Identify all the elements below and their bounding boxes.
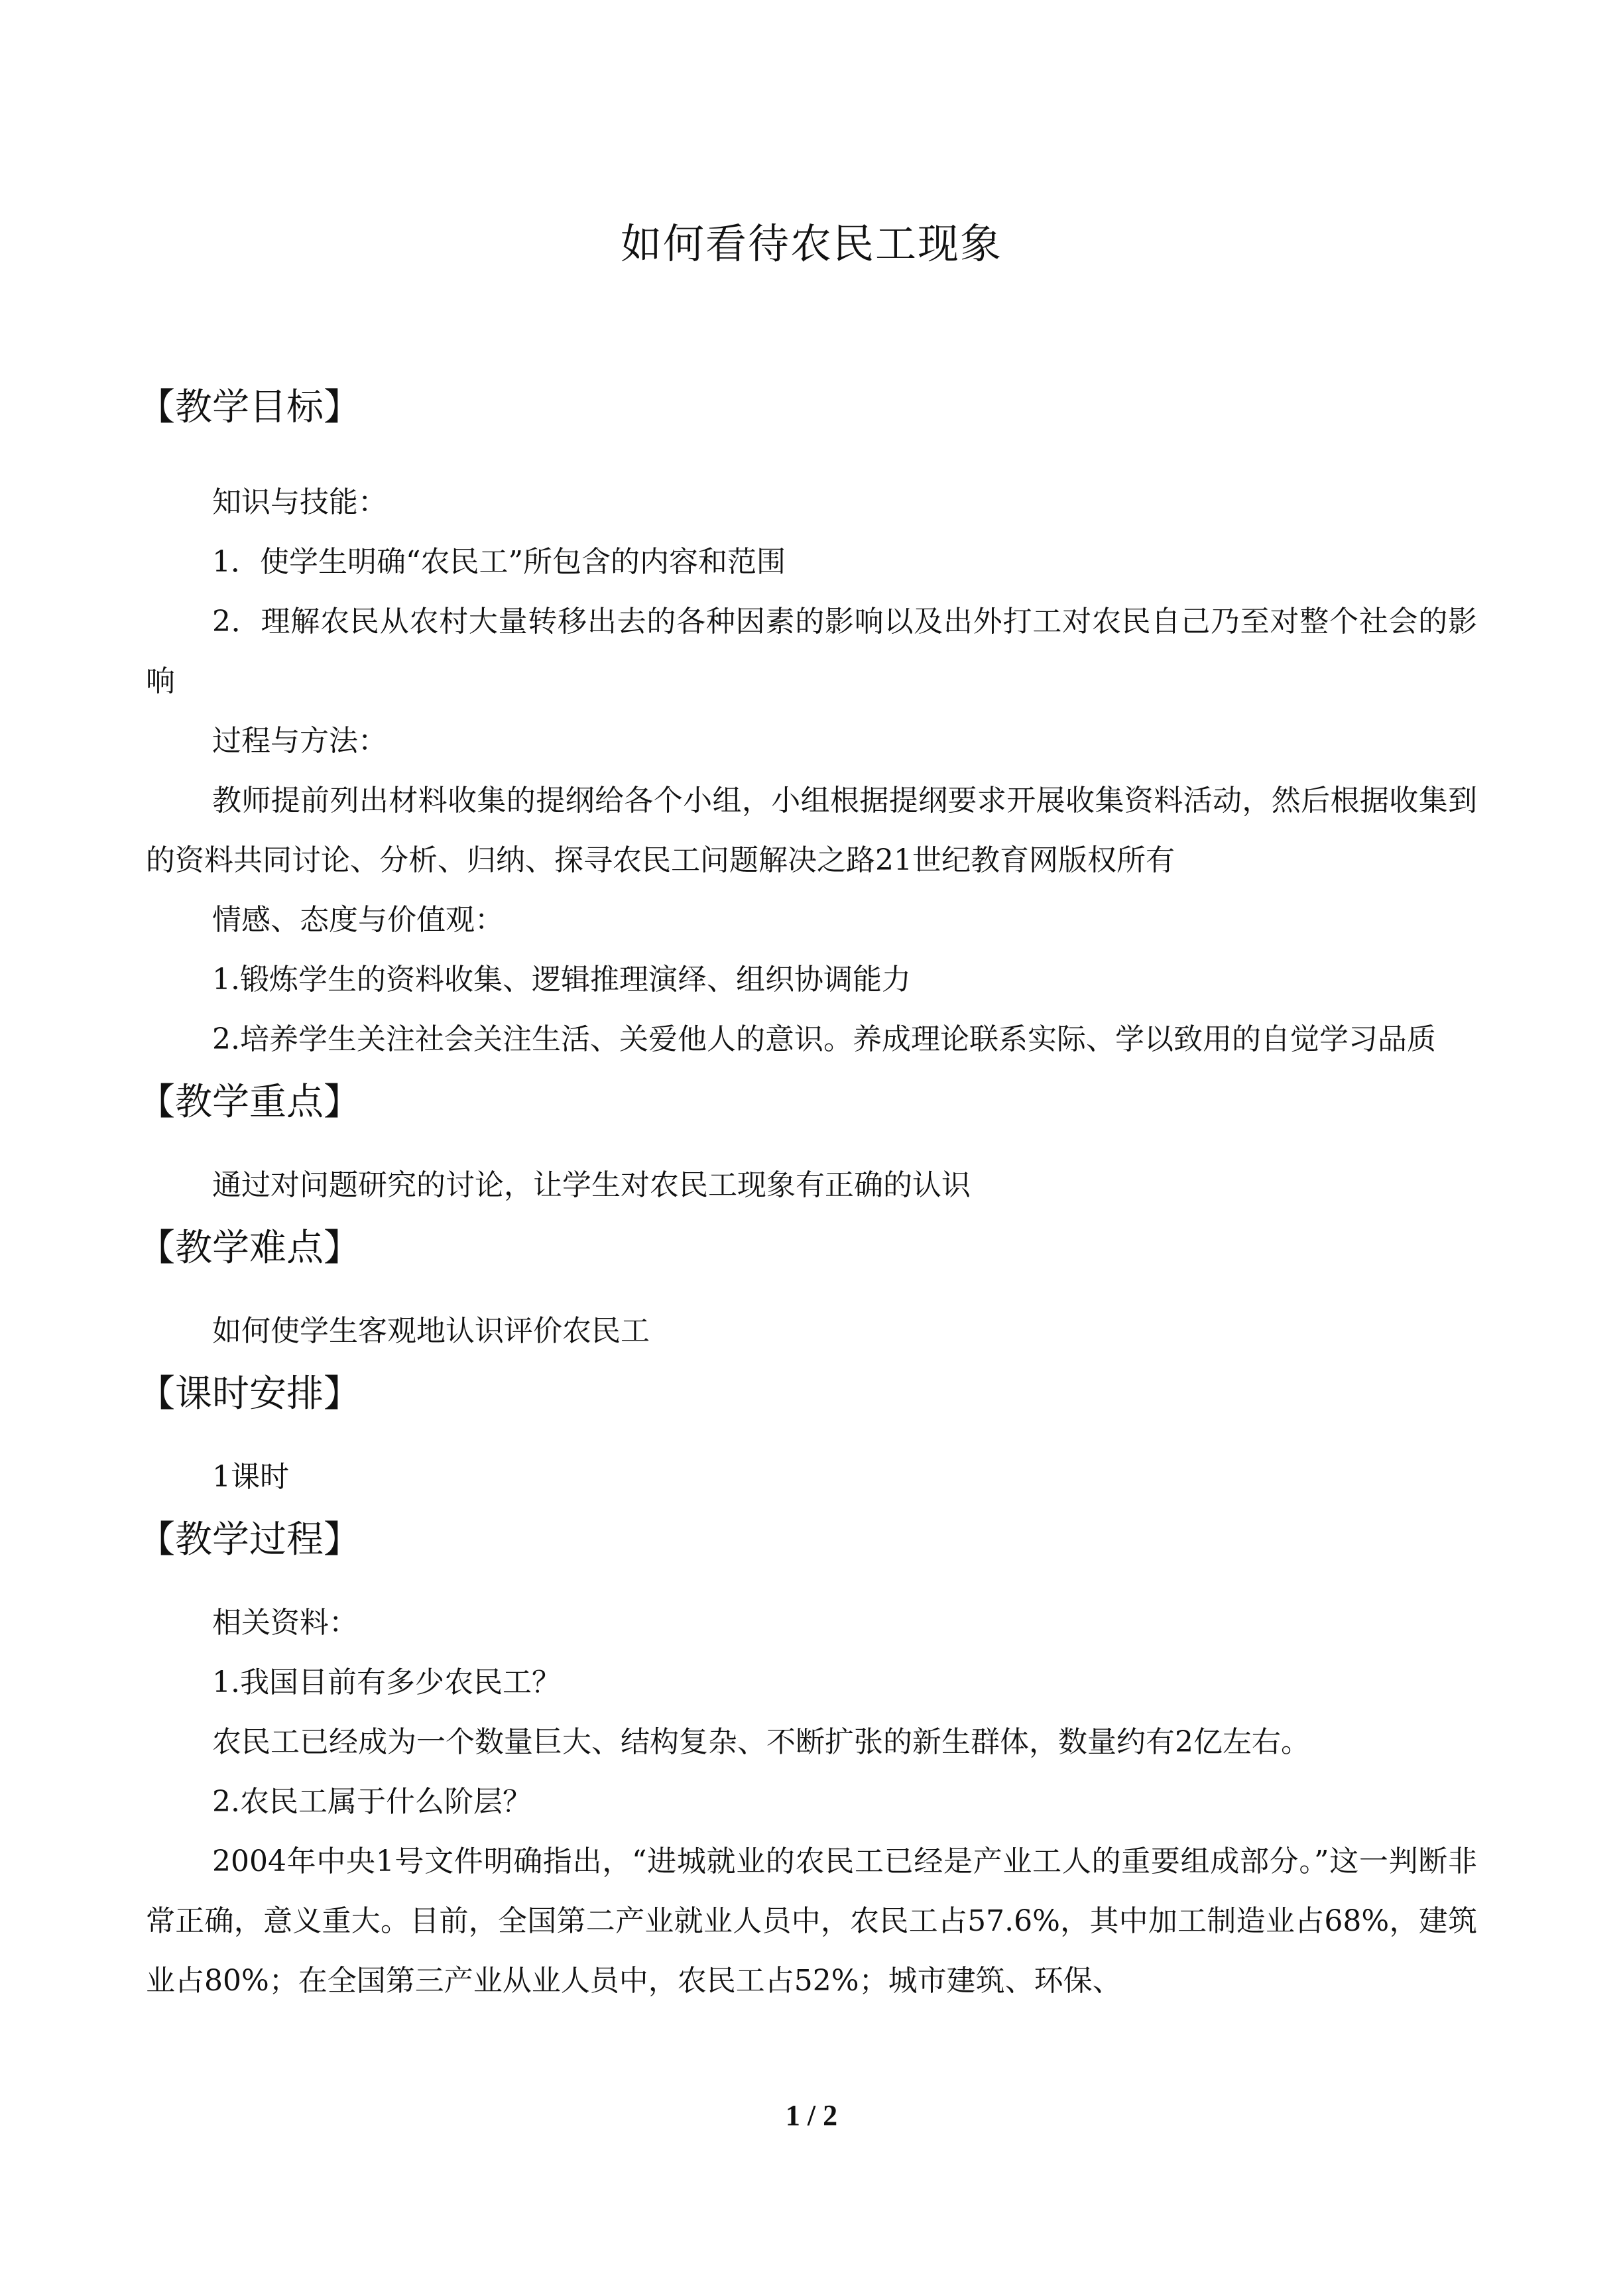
key-points-text: 通过对问题研究的讨论，让学生对农民工现象有正确的认识 xyxy=(212,1168,971,1202)
heading-process: 【教学过程】 xyxy=(138,1518,361,1561)
objectives-knowledge-label: 知识与技能： xyxy=(212,485,387,519)
objectives-item-2: 2．理解农民从农村大量转移出去的各种因素的影响以及出外打工对农民自己乃至对整个社会的影响 xyxy=(146,605,1477,698)
process-answer-2: 2004年中央1号文件明确指出，“进城就业的农民工已经是产业工人的重要组成部分。”这一判断非常正确，意义重大。目前，全国第二产业就业人员中，农民工占57.6%，其中加工制造业占68%，建筑业占80%；在全国第三产业从业人员中，农民工占52%；城市建筑、环保、 xyxy=(146,1844,1477,1998)
process-question-1: 1.我国目前有多少农民工？ xyxy=(212,1665,561,1699)
heading-schedule: 【课时安排】 xyxy=(138,1372,361,1416)
objectives-method-label: 过程与方法： xyxy=(212,724,387,758)
heading-objectives: 【教学目标】 xyxy=(138,386,361,429)
heading-key-points: 【教学重点】 xyxy=(138,1081,361,1124)
process-materials-label: 相关资料： xyxy=(212,1606,358,1640)
document-title: 如何看待农民工现象 xyxy=(620,219,1002,268)
objectives-method-text: 教师提前列出材料收集的提纲给各个小组，小组根据提纲要求开展收集资料活动，然后根据收集到的资料共同讨论、分析、归纳、探寻农民工问题解决之路21世纪教育网版权所有 xyxy=(146,784,1477,877)
process-answer-1: 农民工已经成为一个数量巨大、结构复杂、不断扩张的新生群体，数量约有2亿左右。 xyxy=(212,1725,1310,1759)
page-number: 1 / 2 xyxy=(785,2099,838,2132)
process-question-2: 2.农民工属于什么阶层？ xyxy=(212,1785,532,1819)
document-body xyxy=(138,381,1477,2011)
schedule-text: 1课时 xyxy=(212,1460,289,1494)
objectives-values-item-2: 2.培养学生关注社会关注生活、关爱他人的意识。养成理论联系实际、学以致用的自觉学习品质 xyxy=(212,1022,1436,1056)
objectives-values-label: 情感、态度与价值观： xyxy=(212,903,504,937)
objectives-values-item-1: 1.锻炼学生的资料收集、逻辑推理演绎、组织协调能力 xyxy=(212,963,911,997)
objectives-item-1: 1．使学生明确“农民工”所包含的内容和范围 xyxy=(212,545,786,579)
difficulties-text: 如何使学生客观地认识评价农民工 xyxy=(212,1314,650,1348)
heading-difficulties: 【教学难点】 xyxy=(138,1227,361,1270)
